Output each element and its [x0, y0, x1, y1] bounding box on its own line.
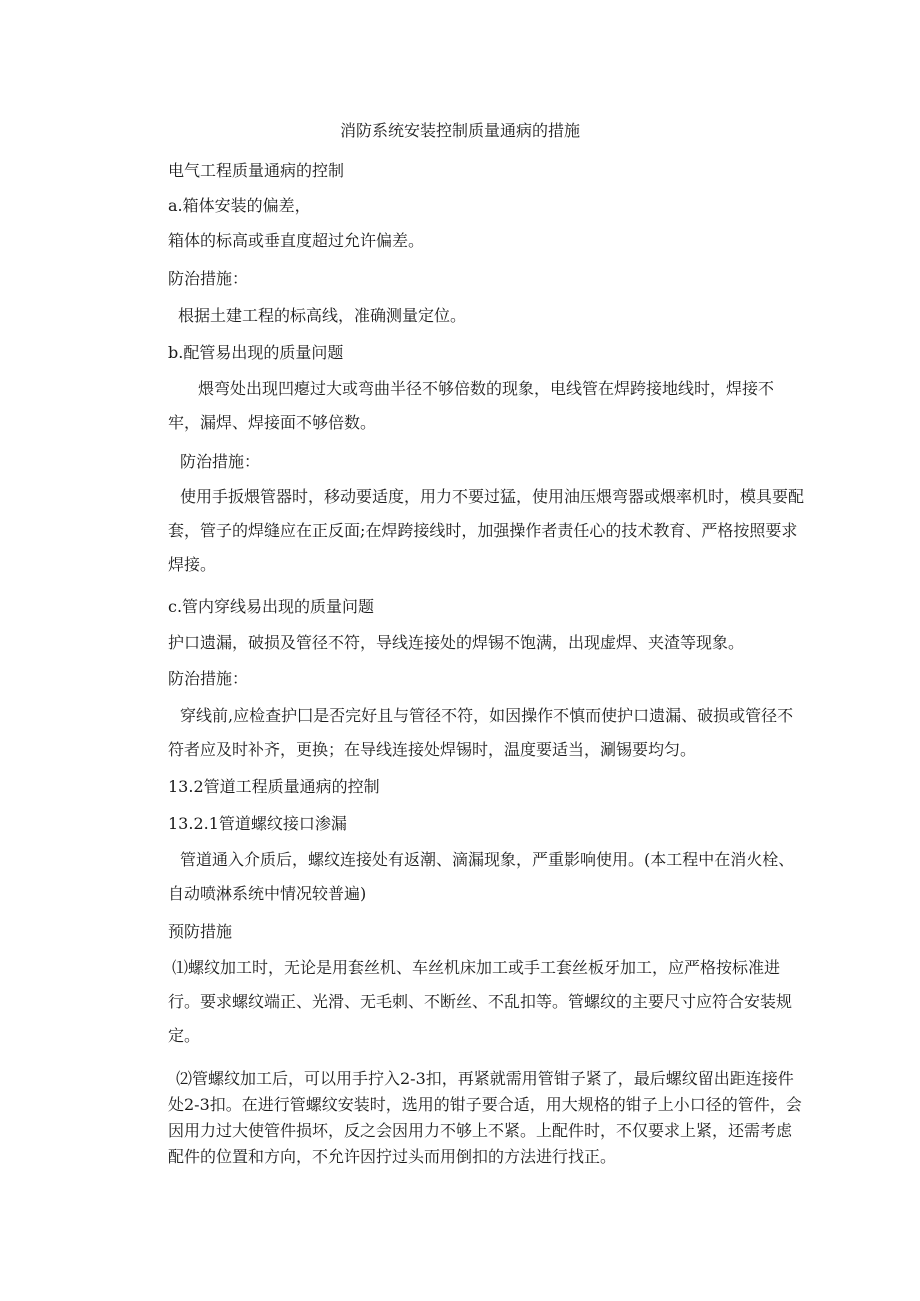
- paragraph-a-heading: a.箱体安装的偏差，: [168, 196, 311, 215]
- paragraph-prevention-item-1: ⑴螺纹加工时，无论是用套丝机、车丝机床加工或手工套丝板牙加工，应严格按标准进行。要求螺纹端正、光滑、无毛刺、不断丝、不乱扣等。管螺纹的主要尺寸应符合安装规定。: [168, 958, 793, 1045]
- paragraph-b-measures: 使用手扳煨管器时，移动要适度，用力不要过猛，使用油压煨弯器或煨率机时，模具要配套，管子的焊缝应在正反面;在焊跨接线时，加强操作者责任心的技术教育、严格按照要求焊接。: [168, 487, 805, 574]
- paragraph-c-heading: c.管内穿线易出现的质量问题: [168, 597, 375, 616]
- paragraph-13-2-heading: 13.2管道工程质量通病的控制: [168, 777, 380, 796]
- paragraph-a-measures-label: 防治措施：: [168, 269, 249, 288]
- paragraph-13-2-1-heading: 13.2.1管道螺纹接口渗漏: [168, 814, 347, 833]
- paragraph-prevention-item-2: ⑵管螺纹加工后，可以用手拧入2-3扣，再紧就需用管钳子紧了，最后螺纹留出距连接件处2-3扣。在进行管螺纹安装时，选用的钳子要合适，用大规格的钳子上小口径的管件，会因用力过大使管件损坏，反之会因用力不够上不紧。上配件时，不仅要求上紧，还需考虑配件的位置和方向，不允许因拧过头而用倒扣的方法进行找正。: [168, 1069, 802, 1166]
- paragraph-c-measures-label: 防治措施：: [168, 669, 249, 688]
- document-title: 消防系统安装控制质量通病的措施: [339, 121, 580, 140]
- paragraph-c-problem: 护口遗漏，破损及管径不符，导线连接处的焊锡不饱满，出现虚焊、夹渣等现象。: [168, 633, 745, 652]
- paragraph-b-problem: 煨弯处出现凹瘪过大或弯曲半径不够倍数的现象，电线管在焊跨接地线时，焊接不牢，漏焊、焊接面不够倍数。: [168, 379, 775, 432]
- paragraph-13-2-1-problem: 管道通入介质后，螺纹连接处有返潮、滴漏现象，严重影响使用。(本工程中在消火栓、自动喷淋系统中情况较普遍): [168, 850, 795, 903]
- paragraph-electrical-heading: 电气工程质量通病的控制: [168, 161, 345, 180]
- paragraph-a-problem: 箱体的标高或垂直度超过允许偏差。: [168, 231, 425, 250]
- paragraph-prevention-label: 预防措施: [168, 922, 233, 941]
- paragraph-c-measures: 穿线前,应检查护囗是否完好且与管径不符，如因操作不慎而使护口遗漏、破损或管径不符者应及时补齐，更换；在导线连接处焊锡时，温度要适当，涮锡要均匀。: [168, 706, 794, 759]
- paragraph-b-heading: b.配管易出现的质量问题: [168, 343, 344, 362]
- paragraph-a-measures: 根据土建工程的标高线，准确测量定位。: [178, 306, 467, 325]
- paragraph-b-measures-label: 防治措施：: [180, 452, 261, 471]
